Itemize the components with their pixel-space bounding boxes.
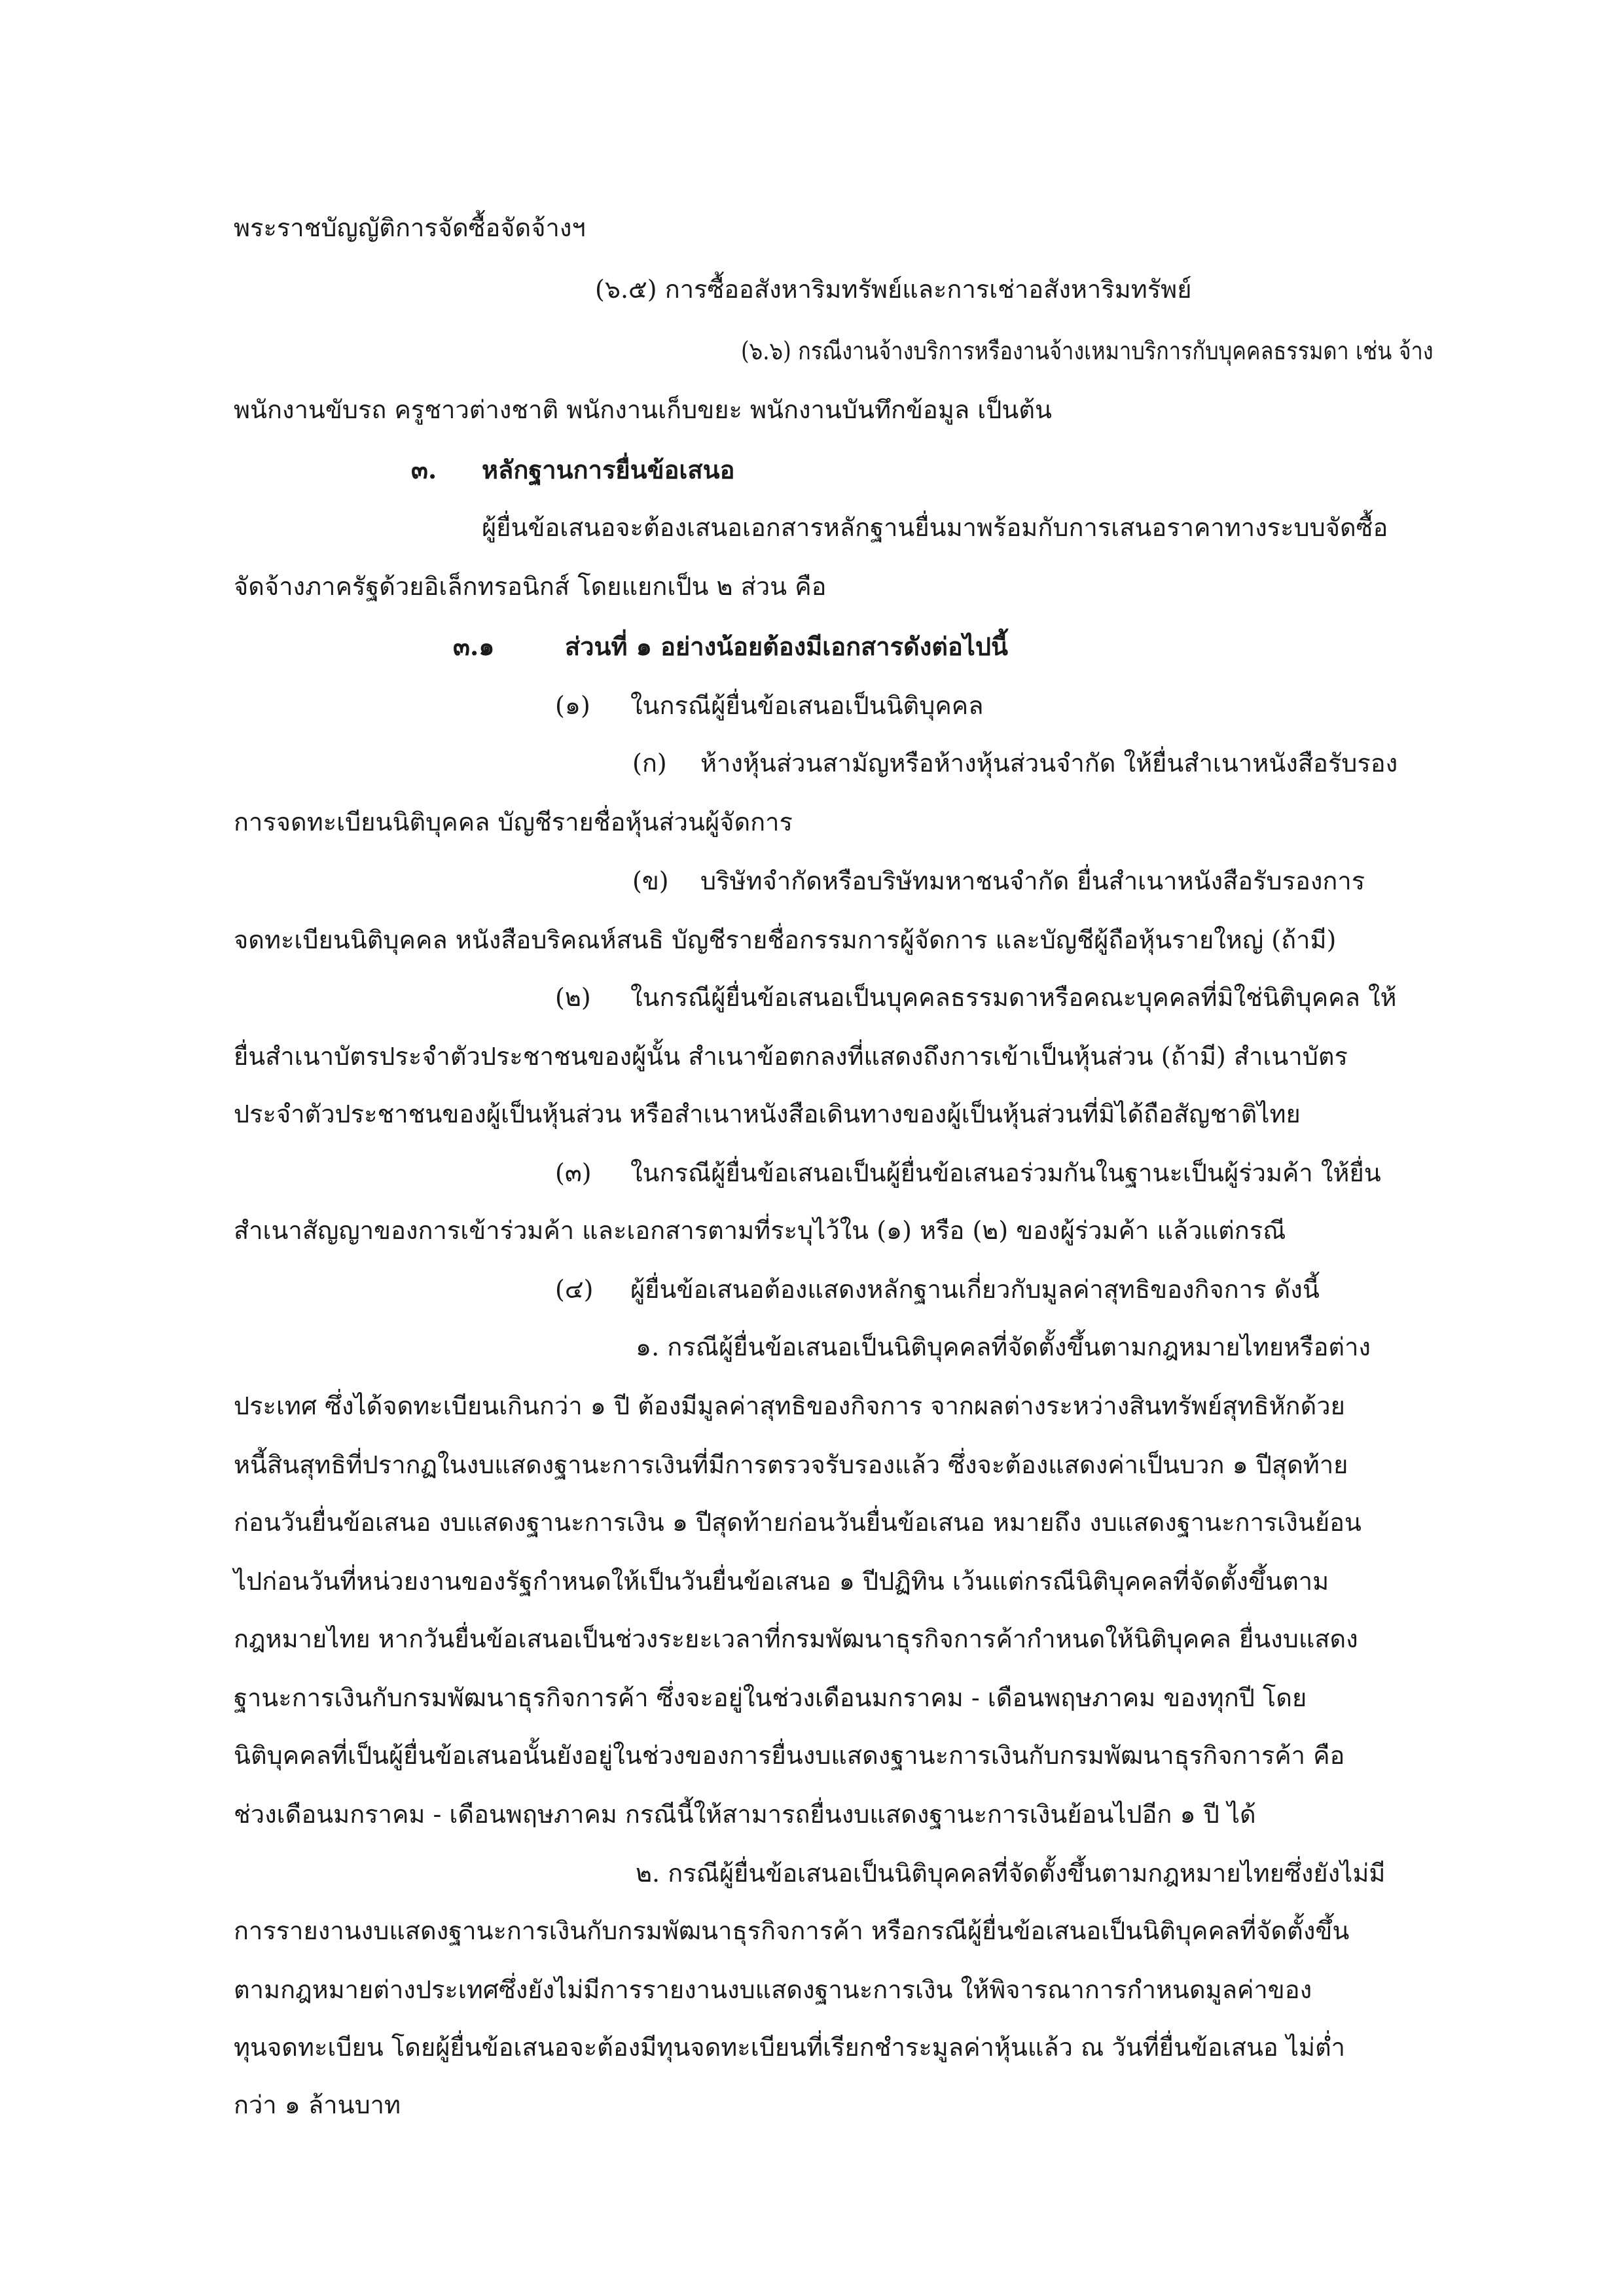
text-line: ยื่นสำเนาบัตรประจำตัวประชาชนของผู้นั้น สำเนาข้อตกลงที่แสดงถึงการเข้าเป็นหุ้นส่วน (ถ้ามี) สำเนาบัตร — [234, 1042, 1348, 1071]
text-line: พนักงานขับรถ ครูชาวต่างชาติ พนักงานเก็บขยะ พนักงานบันทึกข้อมูล เป็นต้น — [234, 395, 1053, 424]
text-line: จดทะเบียนนิติบุคคล หนังสือบริคณห์สนธิ บัญชีรายชื่อกรรมการผู้จัดการ และบัญชีผู้ถือหุ้นรายใหญ่ (ถ้ามี) — [234, 925, 1337, 954]
text-line: ห้างหุ้นส่วนสามัญหรือห้างหุ้นส่วนจำกัด ให้ยื่นสำเนาหนังสือรับรอง — [700, 749, 1398, 778]
text-line: ประจำตัวประชาชนของผู้เป็นหุ้นส่วน หรือสำเนาหนังสือเดินทางของผู้เป็นหุ้นส่วนที่มิได้ถือสัญชาติไทย — [234, 1100, 1301, 1128]
text-line: ๑. กรณีผู้ยื่นข้อเสนอเป็นนิติบุคคลที่จัดตั้งขึ้นตามกฎหมายไทยหรือต่าง — [636, 1333, 1371, 1361]
text-line: ในกรณีผู้ยื่นข้อเสนอเป็นนิติบุคคล — [630, 691, 984, 720]
text-line: (๖.๖) กรณีงานจ้างบริการหรืองานจ้างเหมาบริการกับบุคคลธรรมดา เช่น จ้าง — [741, 336, 1434, 365]
text-line: ในกรณีผู้ยื่นข้อเสนอเป็นบุคคลธรรมดาหรือคณะบุคคลที่มิใช่นิติบุคคล ให้ — [630, 983, 1397, 1012]
text-line: กว่า ๑ ล้านบาท — [234, 2090, 401, 2119]
text-line: พระราชบัญญัติการจัดซื้อจัดจ้างฯ — [234, 213, 586, 242]
item-number: (ข) — [632, 867, 669, 895]
text-line: กฎหมายไทย หากวันยื่นข้อเสนอเป็นช่วงระยะเวลาที่กรมพัฒนาธุรกิจการค้ากำหนดให้นิติบุคคล ยื่นงบแสดง — [234, 1624, 1358, 1653]
subsection-heading: ส่วนที่ ๑ อย่างน้อยต้องมีเอกสารดังต่อไปนี้ — [565, 632, 1008, 661]
text-line: ก่อนวันยื่นข้อเสนอ งบแสดงฐานะการเงิน ๑ ปีสุดท้ายก่อนวันยื่นข้อเสนอ หมายถึง งบแสดงฐานะการเงินย้อน — [234, 1508, 1362, 1537]
text-line: ฐานะการเงินกับกรมพัฒนาธุรกิจการค้า ซึ่งจะอยู่ในช่วงเดือนมกราคม - เดือนพฤษภาคม ของทุกปี โดย — [234, 1683, 1307, 1712]
section-number: ๓. — [411, 455, 437, 484]
subsection-number: ๓.๑ — [453, 632, 495, 661]
text-line: ในกรณีผู้ยื่นข้อเสนอเป็นผู้ยื่นข้อเสนอร่วมกันในฐานะเป็นผู้ร่วมค้า ให้ยื่น — [630, 1158, 1381, 1187]
section-heading: หลักฐานการยื่นข้อเสนอ — [482, 455, 735, 484]
text-line: ไปก่อนวันที่หน่วยงานของรัฐกำหนดให้เป็นวันยื่นข้อเสนอ ๑ ปีปฏิทิน เว้นแต่กรณีนิติบุคคลที่จัดตั้งขึ้นตาม — [234, 1567, 1329, 1596]
item-number: (๒) — [555, 983, 591, 1012]
text-line: สำเนาสัญญาของการเข้าร่วมค้า และเอกสารตามที่ระบุไว้ใน (๑) หรือ (๒) ของผู้ร่วมค้า แล้วแต่กรณี — [234, 1216, 1286, 1245]
item-number: (๔) — [555, 1275, 594, 1304]
text-line: ผู้ยื่นข้อเสนอจะต้องเสนอเอกสารหลักฐานยื่นมาพร้อมกับการเสนอราคาทางระบบจัดซื้อ — [482, 513, 1388, 542]
text-line: ประเทศ ซึ่งได้จดทะเบียนเกินกว่า ๑ ปี ต้องมีมูลค่าสุทธิของกิจการ จากผลต่างระหว่างสินทรัพย์สุทธิหักด้วย — [234, 1391, 1345, 1420]
text-line: ตามกฎหมายต่างประเทศซึ่งยังไม่มีการรายงานงบแสดงฐานะการเงิน ให้พิจารณาการกำหนดมูลค่าของ — [234, 1975, 1312, 2004]
item-number: (๑) — [555, 691, 590, 720]
text-line: ทุนจดทะเบียน โดยผู้ยื่นข้อเสนอจะต้องมีทุนจดทะเบียนที่เรียกชำระมูลค่าหุ้นแล้ว ณ วันที่ยื่นข้อเสนอ ไม่ต่ำ — [234, 2033, 1346, 2062]
item-number: (ก) — [632, 749, 667, 778]
text-line: นิติบุคคลที่เป็นผู้ยื่นข้อเสนอนั้นยังอยู่ในช่วงของการยื่นงบแสดงฐานะการเงินกับกรมพัฒนาธุรกิจการค้า คือ — [234, 1741, 1345, 1770]
text-line: การจดทะเบียนนิติบุคคล บัญชีรายชื่อหุ้นส่วนผู้จัดการ — [234, 808, 793, 836]
text-line: จัดจ้างภาครัฐด้วยอิเล็กทรอนิกส์ โดยแยกเป็น ๒ ส่วน คือ — [234, 572, 827, 601]
item-number: (๓) — [555, 1158, 592, 1187]
text-line: หนี้สินสุทธิที่ปรากฏในงบแสดงฐานะการเงินที่มีการตรวจรับรองแล้ว ซึ่งจะต้องแสดงค่าเป็นบวก ๑ ปีสุดท้าย — [234, 1450, 1348, 1479]
text-line: การรายงานงบแสดงฐานะการเงินกับกรมพัฒนาธุรกิจการค้า หรือกรณีผู้ยื่นข้อเสนอเป็นนิติบุคคลที่จัดตั้งขึ้น — [234, 1916, 1350, 1945]
text-line: (๖.๕) การซื้ออสังหาริมทรัพย์และการเช่าอสังหาริมทรัพย์ — [595, 275, 1192, 304]
text-line: ๒. กรณีผู้ยื่นข้อเสนอเป็นนิติบุคคลที่จัดตั้งขึ้นตามกฎหมายไทยซึ่งยังไม่มี — [636, 1859, 1386, 1888]
text-line: บริษัทจำกัดหรือบริษัทมหาชนจำกัด ยื่นสำเนาหนังสือรับรองการ — [700, 867, 1365, 895]
text-line: ช่วงเดือนมกราคม - เดือนพฤษภาคม กรณีนี้ให้สามารถยื่นงบแสดงฐานะการเงินย้อนไปอีก ๑ ปี ได้ — [234, 1800, 1256, 1829]
text-line: ผู้ยื่นข้อเสนอต้องแสดงหลักฐานเกี่ยวกับมูลค่าสุทธิของกิจการ ดังนี้ — [630, 1275, 1320, 1304]
